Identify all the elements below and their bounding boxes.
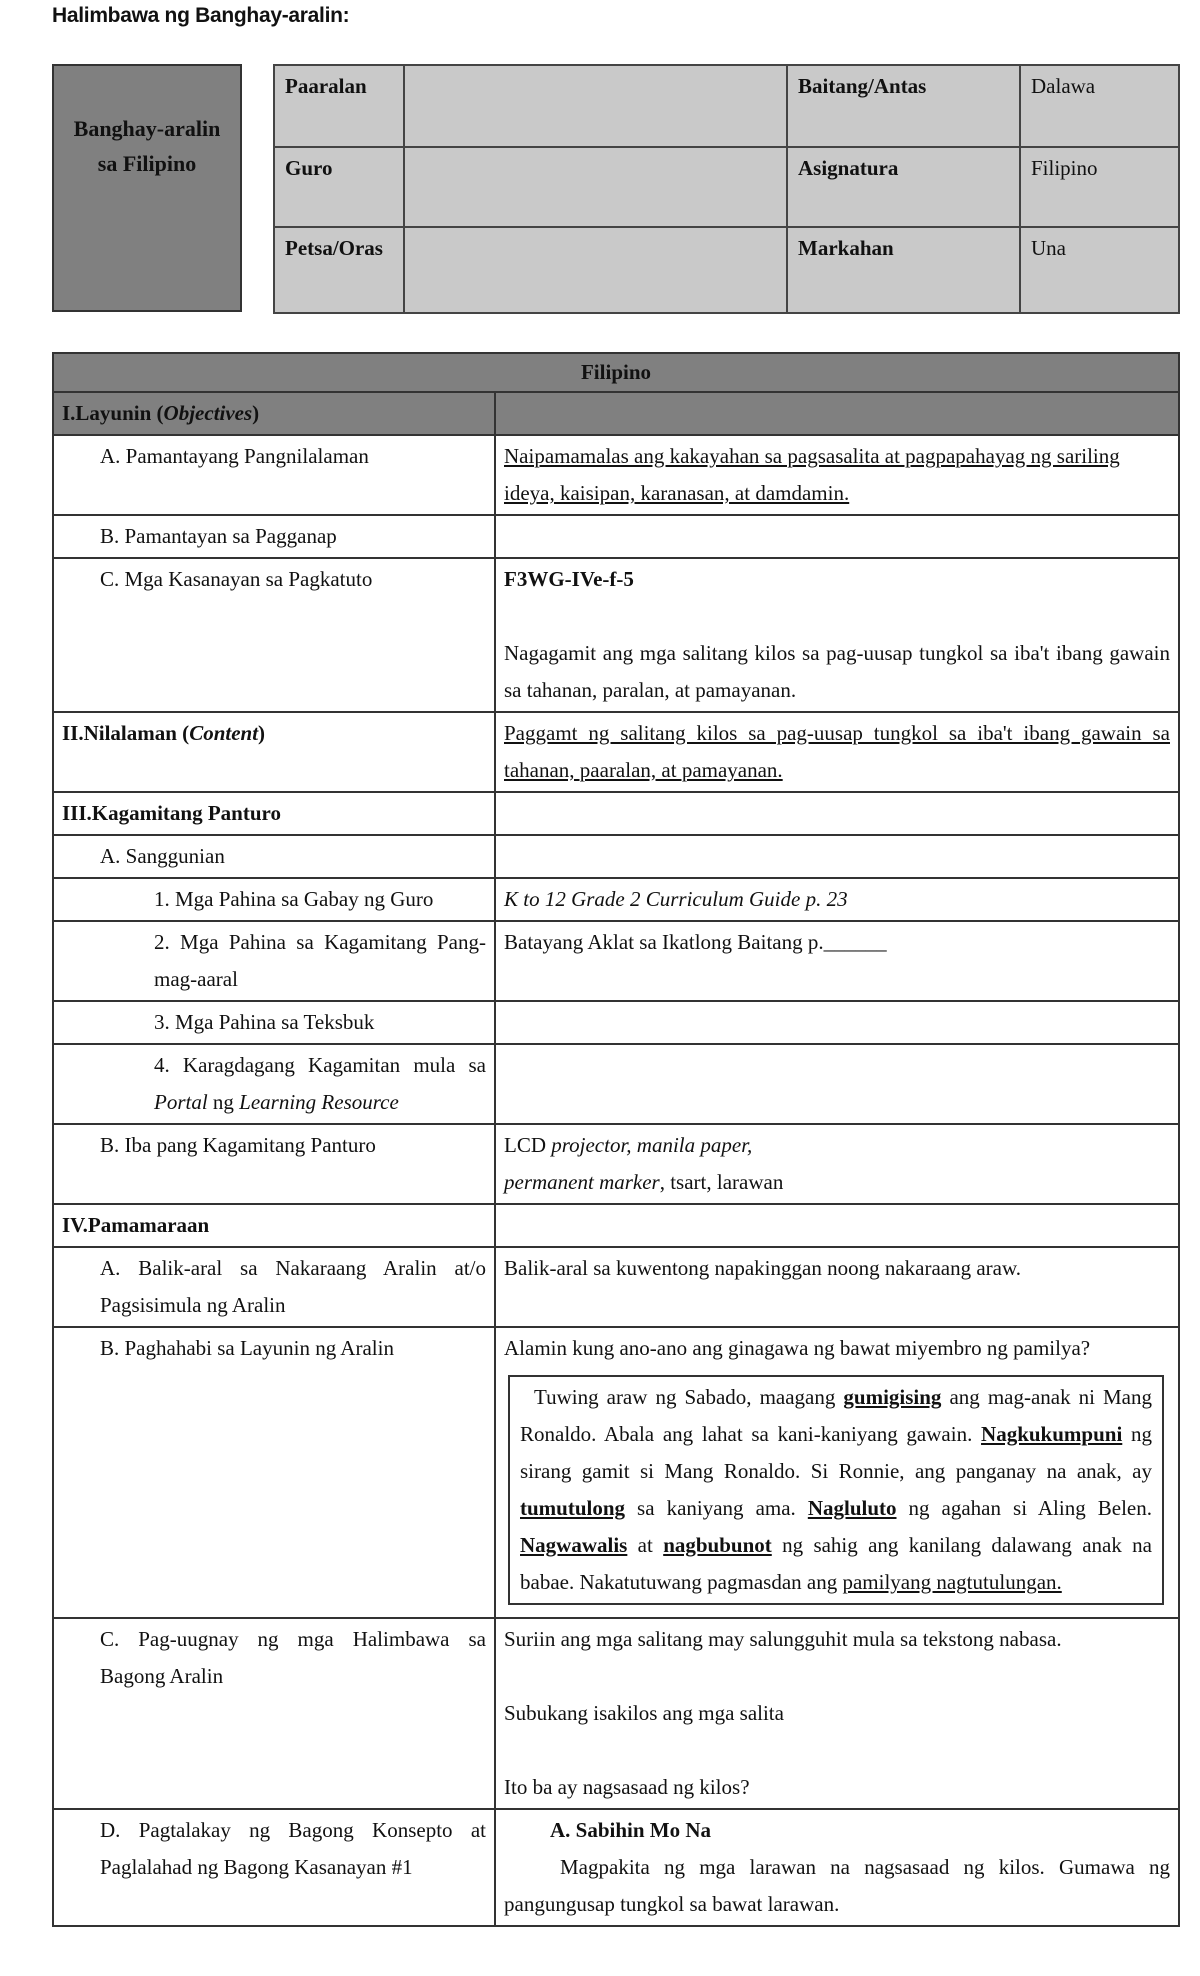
quarter-label: Markahan bbox=[787, 227, 1020, 313]
purpose-label: B. Paghahabi sa Layunin ng Aralin bbox=[53, 1327, 495, 1618]
table-title-row bbox=[53, 353, 1179, 392]
document-title: Halimbawa ng Banghay-aralin: bbox=[52, 4, 350, 27]
date-time-label: Petsa/Oras bbox=[274, 227, 404, 313]
other-materials-value: LCD projector, manila paper, permanent marker, tsart, larawan bbox=[495, 1124, 1179, 1204]
act-out-instruction: Subukang isakilos ang mga salita bbox=[504, 1701, 784, 1725]
content-value: Paggamt ng salitang kilos sa pag-uusap tungkol sa iba't ibang gawain sa tahanan, paaralan, at pamayanan. bbox=[495, 712, 1179, 792]
school-value bbox=[404, 65, 787, 147]
table-row bbox=[53, 1124, 1179, 1204]
learner-material-pages-label: 2. Mga Pahina sa Kagamitang Pang-mag-aaral bbox=[53, 921, 495, 1001]
teacher-value bbox=[404, 147, 787, 227]
other-materials-label: B. Iba pang Kagamitang Panturo bbox=[53, 1124, 495, 1204]
table-row bbox=[53, 1327, 1179, 1618]
procedures-label: IV.Pamamaraan bbox=[53, 1204, 495, 1247]
teacher-guide-pages-label: 1. Mga Pahina sa Gabay ng Guro bbox=[53, 878, 495, 921]
review-label: A. Balik-aral sa Nakaraang Aralin at/o Pagsisimula ng Aralin bbox=[53, 1247, 495, 1327]
table-row bbox=[53, 1044, 1179, 1124]
learning-resources-value bbox=[495, 792, 1179, 835]
review-value: Balik-aral sa kuwentong napakinggan noong nakaraang araw. bbox=[495, 1247, 1179, 1327]
header-left-block bbox=[52, 64, 242, 312]
activity-instruction: Magpakita ng mga larawan na nagsasaad ng kilos. Gumawa ng pangungusap tungkol sa bawat larawan. bbox=[504, 1855, 1170, 1916]
header-row bbox=[274, 227, 1179, 313]
performance-standard-value bbox=[495, 515, 1179, 558]
table-row bbox=[53, 792, 1179, 835]
header-info-table bbox=[273, 64, 1180, 314]
grade-level-label: Baitang/Antas bbox=[787, 65, 1020, 147]
grade-level-value: Dalawa bbox=[1020, 65, 1179, 147]
subject-value: Filipino bbox=[1020, 147, 1179, 227]
content-standard-label: A. Pamantayang Pangnilalaman bbox=[53, 435, 495, 515]
procedures-value bbox=[495, 1204, 1179, 1247]
section-objectives bbox=[53, 392, 1179, 435]
section-objectives-value bbox=[495, 392, 1179, 435]
learning-competency-value bbox=[495, 558, 1179, 712]
teacher-guide-pages-value: K to 12 Grade 2 Curriculum Guide p. 23 bbox=[495, 878, 1179, 921]
textbook-pages-label: 3. Mga Pahina sa Teksbuk bbox=[53, 1001, 495, 1044]
activity-title: A. Sabihin Mo Na bbox=[550, 1818, 712, 1842]
new-concept-value bbox=[495, 1809, 1179, 1926]
lesson-plan-title-line1: Banghay-aralin bbox=[73, 116, 221, 141]
lesson-plan-title-line2: sa Filipino bbox=[97, 151, 197, 176]
learning-competency-label: C. Mga Kasanayan sa Pagkatuto bbox=[53, 558, 495, 712]
subject-label: Asignatura bbox=[787, 147, 1020, 227]
table-row bbox=[53, 878, 1179, 921]
lesson-plan-title bbox=[54, 111, 240, 181]
table-row bbox=[53, 1204, 1179, 1247]
table-row bbox=[53, 921, 1179, 1001]
additional-materials-label: 4. Karagdagang Kagamitan mula sa Portal ng Learning Resource bbox=[53, 1044, 495, 1124]
table-row bbox=[53, 435, 1179, 515]
header-row bbox=[274, 65, 1179, 147]
school-label: Paaralan bbox=[274, 65, 404, 147]
connecting-examples-value bbox=[495, 1618, 1179, 1809]
content-standard-value: Naipamamalas ang kakayahan sa pagsasalita at pagpapahayag ng sariling ideya, kaisipan, karanasan, at damdamin. bbox=[495, 435, 1179, 515]
lesson-plan-table bbox=[52, 352, 1180, 1927]
teacher-label: Guro bbox=[274, 147, 404, 227]
table-row bbox=[53, 515, 1179, 558]
table-row bbox=[53, 712, 1179, 792]
competency-text: Nagagamit ang mga salitang kilos sa pag-uusap tungkol sa iba't ibang gawain sa tahanan, paralan, at pamayanan. bbox=[504, 641, 1170, 702]
connecting-examples-label: C. Pag-uugnay ng mga Halimbawa sa Bagong Aralin bbox=[53, 1618, 495, 1809]
references-label: A. Sanggunian bbox=[53, 835, 495, 878]
table-row bbox=[53, 1001, 1179, 1044]
purpose-value bbox=[495, 1327, 1179, 1618]
content-label: II.Nilalaman (Content) bbox=[53, 712, 495, 792]
analyze-instruction: Suriin ang mga salitang may salungguhit mula sa tekstong nabasa. bbox=[504, 1627, 1062, 1651]
section-objectives-label: I.Layunin (Objectives) bbox=[53, 392, 495, 435]
table-row bbox=[53, 1618, 1179, 1809]
purpose-question: Alamin kung ano-ano ang ginagawa ng bawat miyembro ng pamilya? bbox=[504, 1336, 1091, 1360]
additional-materials-value bbox=[495, 1044, 1179, 1124]
date-time-value bbox=[404, 227, 787, 313]
header-row bbox=[274, 147, 1179, 227]
learner-material-pages-value: Batayang Aklat sa Ikatlong Baitang p.______ bbox=[495, 921, 1179, 1001]
action-question: Ito ba ay nagsasaad ng kilos? bbox=[504, 1775, 750, 1799]
performance-standard-label: B. Pamantayan sa Pagganap bbox=[53, 515, 495, 558]
table-row bbox=[53, 835, 1179, 878]
table-title: Filipino bbox=[53, 353, 1179, 392]
story-box: Tuwing araw ng Sabado, maagang gumigising ang mag-anak ni Mang Ronaldo. Abala ang lahat sa kani-kaniyang gawain. Nagkukumpuni ng sirang gamit si Mang Ronaldo. Si Ronnie, ang panganay na anak, ay tumutulong sa kaniyang ama. Nagluluto ng agahan si Aling Belen. Nagwawalis at nagbubunot ng sahig ang kanilang dalawang anak na babae. Nakatutuwang pagmasdan ang pamilyang nagtutulungan. bbox=[508, 1375, 1164, 1605]
new-concept-label: D. Pagtalakay ng Bagong Konsepto at Paglalahad ng Bagong Kasanayan #1 bbox=[53, 1809, 495, 1926]
table-row bbox=[53, 1247, 1179, 1327]
learning-resources-label: III.Kagamitang Panturo bbox=[53, 792, 495, 835]
competency-code: F3WG-IVe-f-5 bbox=[504, 567, 634, 591]
references-value bbox=[495, 835, 1179, 878]
quarter-value: Una bbox=[1020, 227, 1179, 313]
table-row bbox=[53, 558, 1179, 712]
table-row bbox=[53, 1809, 1179, 1926]
textbook-pages-value bbox=[495, 1001, 1179, 1044]
